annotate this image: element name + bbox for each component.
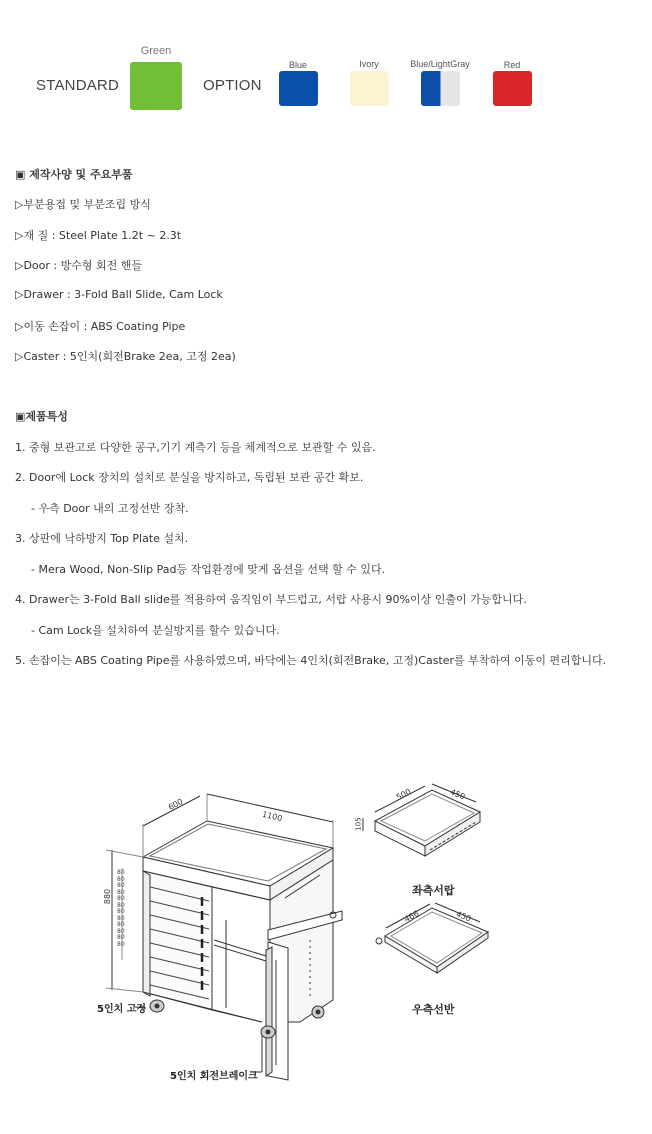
right-shelf-label: 우측선반	[412, 1003, 455, 1016]
feature-item: 2. Door에 Lock 장치의 설치로 분실을 방지하고, 독립된 보관 공간 확보.	[15, 471, 364, 484]
feature-subitem: - Cam Lock을 설치하여 분실방지를 할수 있습니다.	[31, 624, 280, 637]
green-swatch	[130, 62, 182, 110]
blue-swatch	[279, 71, 318, 106]
standard-label: STANDARD	[36, 77, 119, 94]
cabinet-drawing	[106, 794, 342, 1080]
dim-shelf-depth: 466	[402, 908, 421, 925]
brake-caster-label: 5인치 회전브레이크	[170, 1071, 258, 1082]
option-color-name-red: Red	[503, 60, 521, 70]
spec-item: ▷부분용접 및 부분조립 방식	[15, 198, 151, 211]
red-swatch	[493, 71, 532, 106]
dim-height: 880	[103, 888, 113, 905]
dim-drawer-height: 105	[354, 817, 363, 831]
drawer-height: 80	[117, 888, 125, 896]
drawer-height: 80	[117, 875, 125, 883]
drawer-height: 80	[117, 882, 125, 889]
dim-shelf-width: 450	[454, 909, 473, 924]
feature-item: 5. 손잡이는 ABS Coating Pipe를 사용하였으며, 바닥에는 4인치(회전Brake, 고정)Caster를 부착하여 이동이 편리합니다.	[15, 654, 607, 667]
drawer-heights-column	[117, 870, 131, 948]
left-drawer-label: 좌측서랍	[412, 884, 455, 897]
option-label: OPTION	[203, 77, 262, 94]
drawer-height: 80	[117, 908, 125, 915]
drawer-height: 80	[117, 914, 125, 922]
dim-depth: 600	[166, 796, 185, 813]
drawer-height: 80	[117, 895, 125, 902]
dim-drawer-depth: 500	[394, 786, 413, 803]
drawer-height: 80	[117, 901, 125, 909]
spec-item: ▷이동 손잡이 : ABS Coating Pipe	[15, 320, 186, 333]
option-color-name-blue: Blue	[288, 60, 307, 70]
drawer-height: 80	[117, 921, 125, 928]
drawer-height: 80	[117, 869, 125, 876]
feature-item: 3. 상판에 낙하방지 Top Plate 설치.	[15, 532, 189, 545]
standard-color-name: Green	[140, 45, 172, 57]
spec-title: ▣ 제작사양 및 주요부품	[15, 168, 133, 181]
right-shelf-drawing	[376, 903, 488, 973]
drawer-height: 80	[117, 934, 125, 941]
option-color-name-ivory: Ivory	[359, 59, 379, 69]
ivory-swatch	[350, 71, 389, 106]
fixed-caster-label: 5인치 고정	[97, 1004, 147, 1015]
drawer-height: 80	[117, 927, 125, 935]
spec-item: ▷Drawer : 3-Fold Ball Slide, Cam Lock	[15, 288, 223, 301]
features-title: ▣제품특성	[15, 410, 68, 423]
blue-lightgray-swatch	[421, 71, 460, 106]
spec-item: ▷Caster : 5인치(회전Brake 2ea, 고정 2ea)	[15, 350, 236, 363]
drawer-height: 80	[117, 940, 125, 948]
technical-drawing	[0, 760, 652, 1134]
option-color-name-blue-lightgray: Blue/LightGray	[410, 59, 470, 69]
feature-item: 4. Drawer는 3-Fold Ball slide를 적용하여 움직임이 부드럽고, 서랍 사용시 90%이상 인출이 가능합니다.	[15, 593, 527, 606]
feature-item: 1. 중형 보관고로 다양한 공구,기기 계측기 등을 체계적으로 보관할 수 있음.	[15, 441, 376, 454]
dim-drawer-width: 450	[448, 787, 467, 802]
spec-item: ▷재 질 : Steel Plate 1.2t ~ 2.3t	[15, 229, 182, 242]
feature-subitem: - Mera Wood, Non-Slip Pad등 작업환경에 맞게 옵션을 선택 할 수 있다.	[31, 563, 386, 576]
spec-item: ▷Door : 방수형 회전 핸들	[15, 259, 142, 272]
dim-width: 1100	[261, 809, 284, 824]
feature-subitem: - 우측 Door 내의 고정선반 장착.	[31, 502, 189, 515]
